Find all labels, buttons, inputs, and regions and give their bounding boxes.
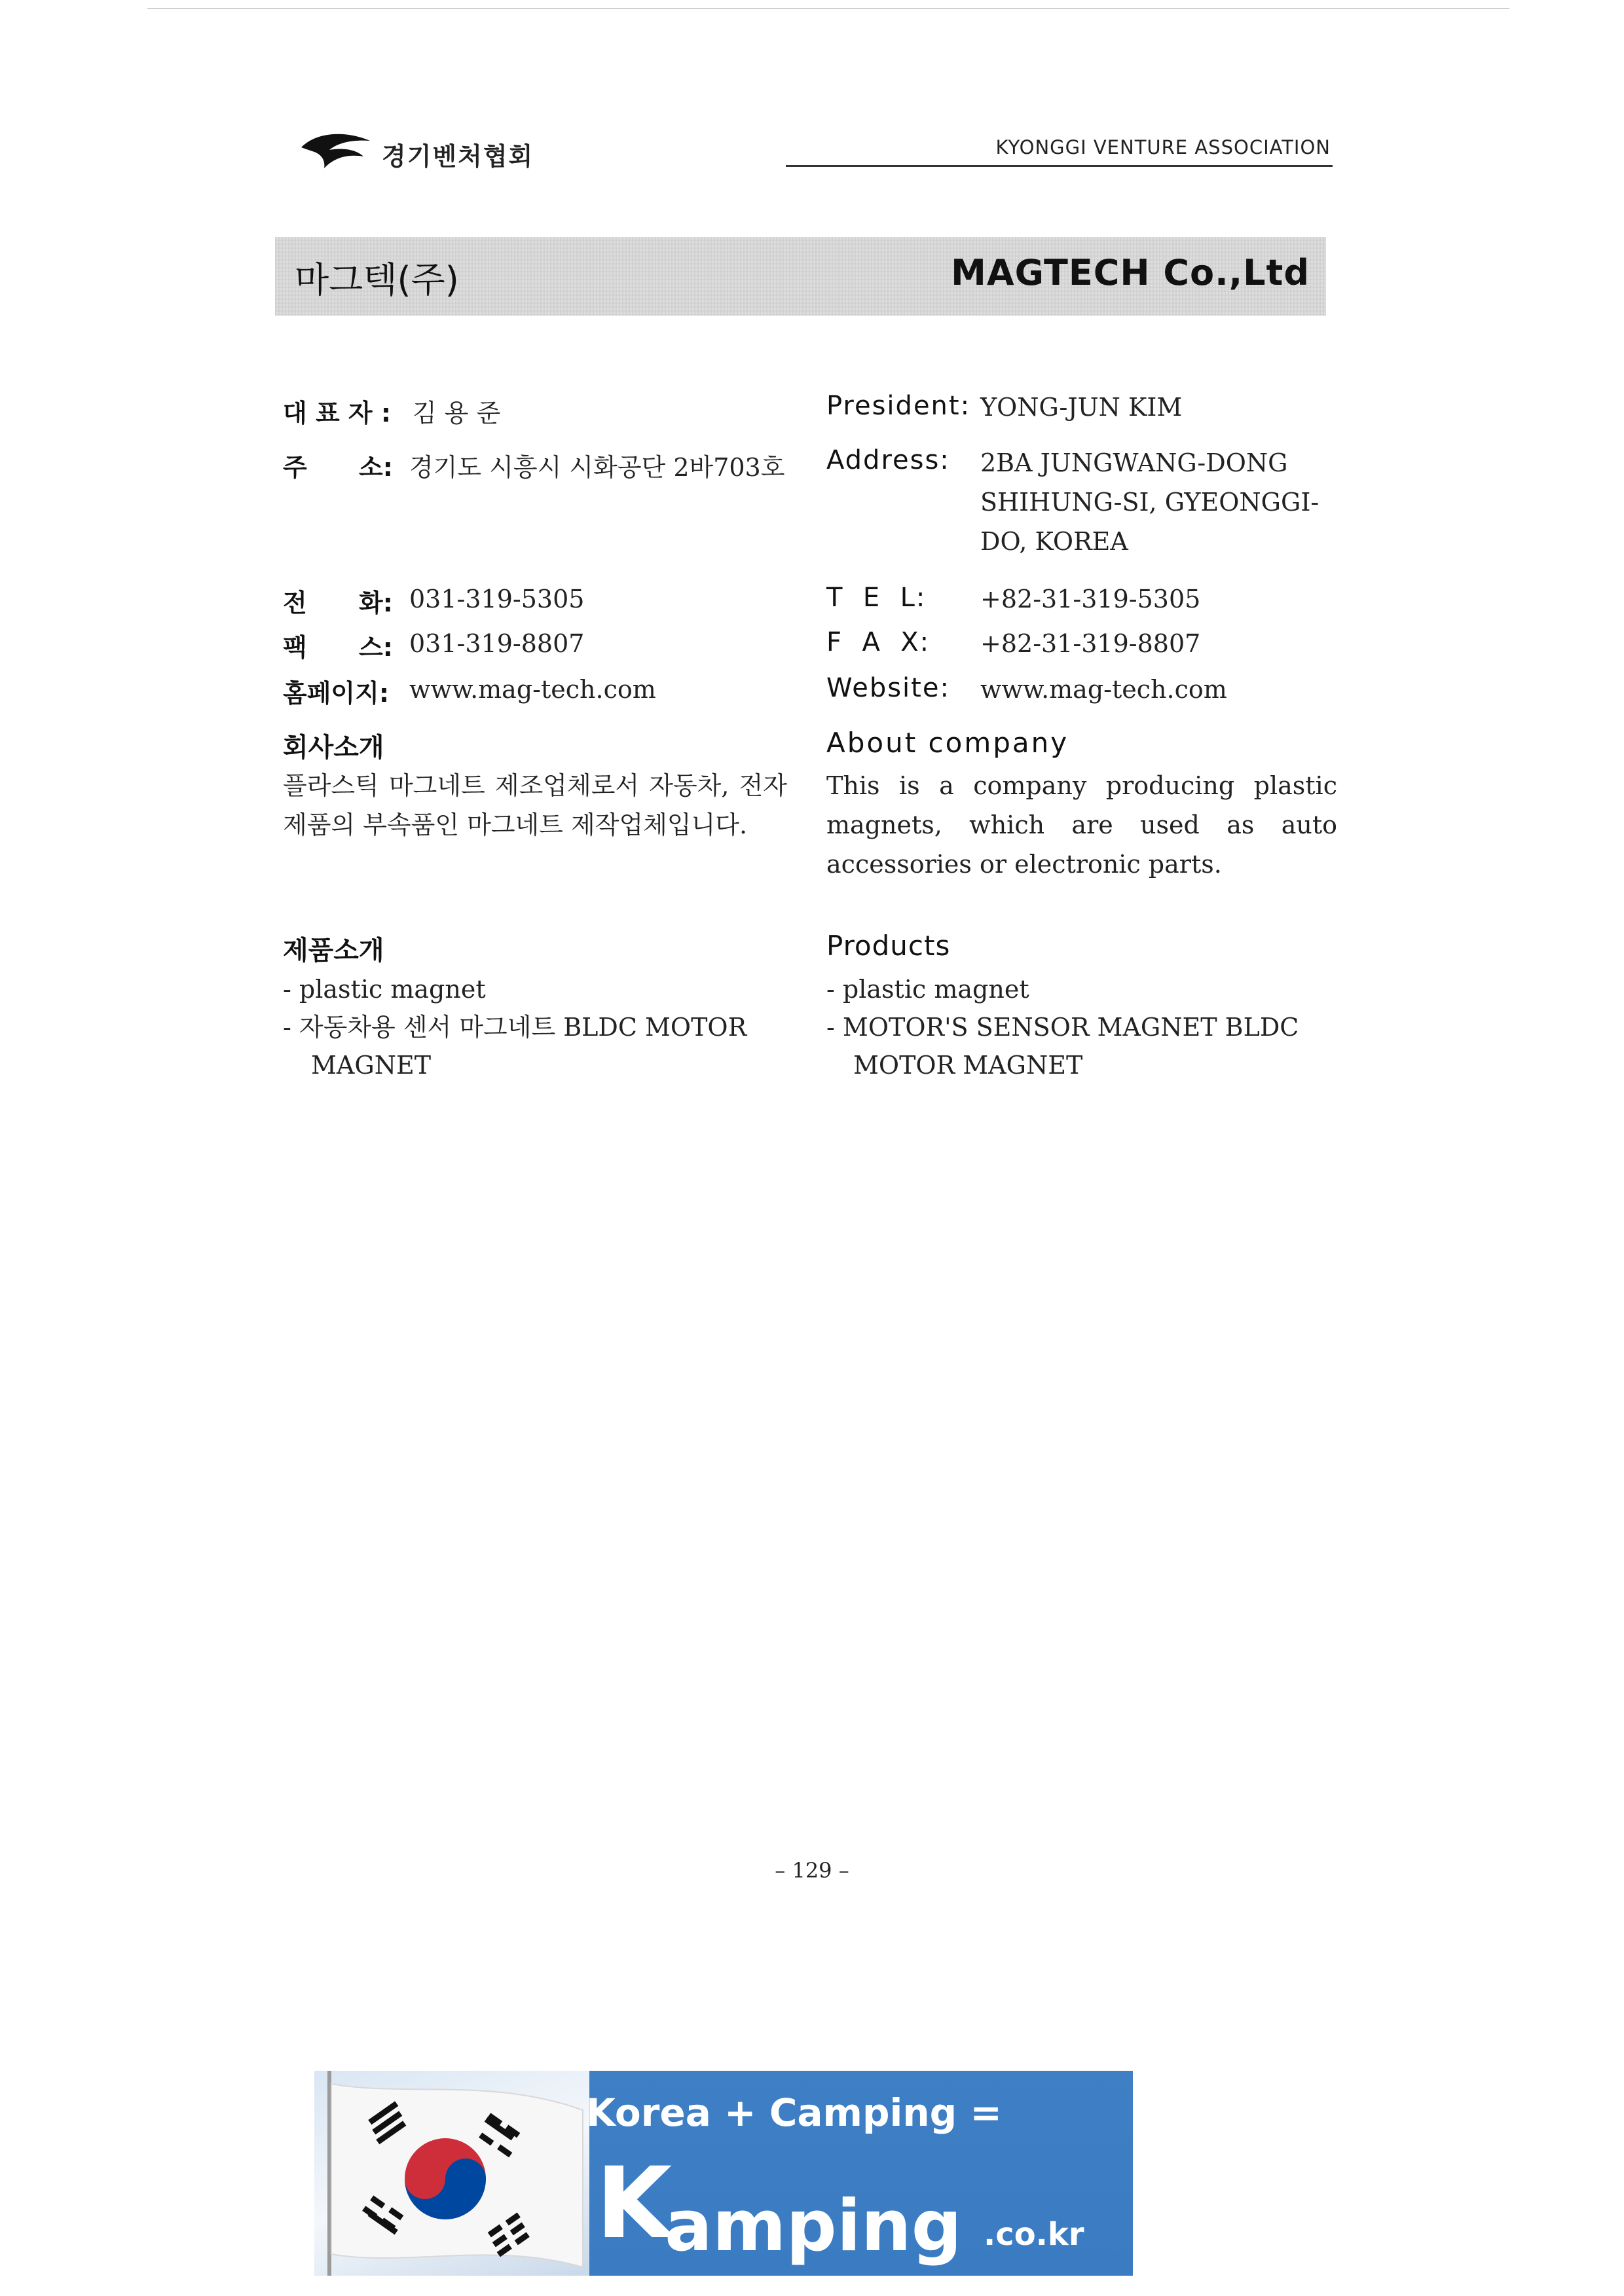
president-label-en: President:: [826, 391, 971, 421]
web-value-ko: www.mag-tech.com: [409, 675, 656, 704]
fax-label-ko-2: 스:: [359, 633, 393, 662]
korean-flag-icon: [327, 2071, 589, 2276]
president-label-ko: 대 표 자 :: [283, 399, 392, 428]
company-name-ko: 마그텍(주): [295, 259, 459, 301]
company-name-en: MAGTECH Co.,Ltd: [951, 252, 1310, 293]
address-line-en-3: DO, KOREA: [980, 527, 1128, 556]
top-rule: [147, 8, 1509, 9]
address-label-ko-1: 주: [283, 453, 307, 482]
about-text-en: This is a company producing plastic magnets, which are used as auto accessories or electronic parts.: [826, 771, 1337, 879]
web-label-ko: 홈페이지:: [283, 679, 390, 708]
header-rule: [786, 165, 1333, 167]
address-label-en: Address:: [826, 445, 950, 475]
association-name: KYONGGI VENTURE ASSOCIATION: [995, 136, 1331, 158]
products-heading-en: Products: [826, 930, 951, 962]
fax-value-en: +82-31-319-8807: [980, 629, 1201, 658]
tel-label-ko-2: 화:: [359, 589, 393, 617]
product-item-ko-1: - plastic magnet: [283, 975, 486, 1004]
about-heading-ko: 회사소개: [283, 733, 384, 763]
product-item-ko-2: - 자동차용 센서 마그네트 BLDC MOTOR: [283, 1013, 747, 1042]
fax-label-en: F A X:: [826, 627, 931, 657]
about-heading-en: About company: [826, 727, 1069, 759]
product-item-en-1: - plastic magnet: [826, 975, 1029, 1004]
address-value-ko: 경기도 시흥시 시화공단 2바703호: [409, 453, 785, 482]
product-item-en-2: - MOTOR'S SENSOR MAGNET BLDC: [826, 1013, 1299, 1042]
association-logo: [298, 124, 534, 183]
web-label-en: Website:: [826, 673, 950, 703]
president-value-ko: 김 용 준: [413, 399, 501, 428]
web-value-en: www.mag-tech.com: [980, 675, 1227, 704]
product-item-ko-3: MAGNET: [311, 1051, 432, 1080]
president-value-en: YONG-JUN KIM: [980, 393, 1183, 422]
swallow-icon: [298, 128, 377, 180]
kamping-ad-banner[interactable]: [314, 2071, 1133, 2276]
ad-tagline: Korea + Camping =: [586, 2090, 1002, 2135]
product-item-en-3: MOTOR MAGNET: [853, 1051, 1083, 1080]
address-label-ko-2: 소:: [359, 453, 393, 482]
address-line-en-2: SHIHUNG-SI, GYEONGGI-: [980, 488, 1320, 517]
address-line-en-1: 2BA JUNGWANG-DONG: [980, 448, 1288, 477]
ad-big-letter: K: [596, 2147, 673, 2261]
tel-label-en: T E L:: [826, 583, 927, 613]
about-text-ko: 플라스틱 마그네트 제조업체로서 자동차, 전자제품의 부속품인 마그네트 제작업체입니다.: [283, 771, 787, 839]
products-heading-ko: 제품소개: [283, 936, 384, 966]
fax-value-ko: 031-319-8807: [409, 629, 585, 658]
tel-value-en: +82-31-319-5305: [980, 585, 1201, 613]
tel-label-ko-1: 전: [283, 589, 307, 617]
page-number: – 129 –: [775, 1858, 849, 1883]
fax-label-ko-1: 팩: [283, 633, 307, 662]
logo-text: 경기벤처협회: [382, 141, 534, 171]
ad-domain: .co.kr: [984, 2216, 1084, 2253]
ad-brand-rest: amping: [665, 2185, 962, 2267]
tel-value-ko: 031-319-5305: [409, 585, 585, 613]
